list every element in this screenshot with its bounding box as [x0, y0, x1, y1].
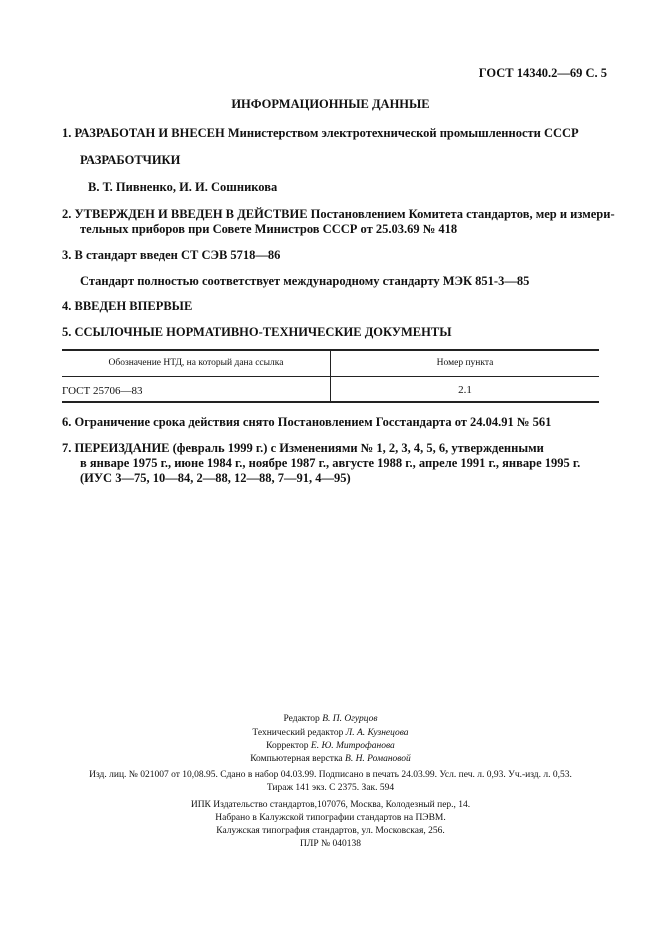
proofreader-name: Е. Ю. Митрофанова	[310, 741, 395, 751]
item-2-approved-continued: тельных приборов при Совете Министров СССР от 25.03.69 № 418	[80, 222, 458, 236]
layout-name: В. Н. Романовой	[345, 754, 411, 764]
print-details-line2: Тираж 141 экз. С 2375. Зак. 594	[266, 783, 395, 793]
publisher-line3: Калужская типография стандартов, ул. Московская, 256.	[216, 826, 445, 836]
tech-editor-name: Л. А. Кузнецова	[345, 728, 409, 738]
proofreader-line	[0, 741, 661, 751]
item-2-approved: 2. УТВЕРЖДЕН И ВВЕДЕН В ДЕЙСТВИЕ Постановлением Комитета стандартов, мер и измери-	[62, 207, 615, 221]
publisher-line4: ПЛР № 040138	[300, 839, 361, 849]
editor-line	[0, 714, 661, 724]
developers-label: РАЗРАБОТЧИКИ	[80, 153, 181, 167]
proofreader-label: Корректор	[266, 741, 309, 751]
table-cell-document: ГОСТ 25706—83	[62, 385, 143, 397]
item-1-developed-by: 1. РАЗРАБОТАН И ВНЕСЕН Министерством электротехнической промышленности СССР	[62, 126, 579, 140]
table-header-document: Обозначение НТД, на который дана ссылка	[108, 358, 284, 368]
layout-label: Компьютерная верстка	[250, 754, 343, 764]
developers-names: В. Т. Пивненко, И. И. Сошникова	[88, 180, 278, 194]
table-header-clause: Номер пункта	[436, 358, 494, 368]
page-title: ИНФОРМАЦИОННЫЕ ДАННЫЕ	[231, 97, 430, 111]
item-7-reissue-line3: (ИУС 3—75, 10—84, 2—88, 12—88, 7—91, 4—95)	[80, 471, 351, 485]
item-6-validity-limit: 6. Ограничение срока действия снято Постановлением Госстандарта от 24.04.91 № 561	[62, 415, 552, 429]
publisher-line1: ИПК Издательство стандартов,107076, Москва, Колодезный пер., 14.	[190, 800, 471, 810]
item-3-conformity-note: Стандарт полностью соответствует международному стандарту МЭК 851-3—85	[80, 274, 530, 288]
item-4-first-introduced: 4. ВВЕДЕН ВПЕРВЫЕ	[62, 299, 193, 313]
item-7-reissue: 7. ПЕРЕИЗДАНИЕ (февраль 1999 г.) с Изменениями № 1, 2, 3, 4, 5, 6, утвержденными	[62, 441, 544, 455]
item-5-reference-docs: 5. ССЫЛОЧНЫЕ НОРМАТИВНО-ТЕХНИЧЕСКИЕ ДОКУМЕНТЫ	[62, 325, 452, 339]
item-3-included-standard: 3. В стандарт введен СТ СЭВ 5718—86	[62, 248, 281, 262]
layout-line	[0, 754, 661, 764]
table-cell-clause: 2.1	[458, 384, 472, 396]
item-7-reissue-line2: в январе 1975 г., июне 1984 г., ноябре 1987 г., августе 1988 г., апреле 1991 г., январе 1995 г.	[80, 456, 581, 470]
publisher-line2: Набрано в Калужской типографии стандартов на ПЭВМ.	[215, 813, 446, 823]
editor-name: В. П. Огурцов	[322, 714, 378, 724]
print-details-line1: Изд. лиц. № 021007 от 10,08.95. Сдано в набор 04.03.99. Подписано в печать 24.03.99. Усл. печ. л. 0,93. Уч.-изд. л. 0,53.	[89, 770, 572, 780]
tech-editor-line	[0, 728, 661, 738]
tech-editor-label: Технический редактор	[252, 728, 344, 738]
editor-label: Редактор	[283, 714, 320, 724]
page-header-gost-ref: ГОСТ 14340.2—69 С. 5	[478, 66, 607, 80]
